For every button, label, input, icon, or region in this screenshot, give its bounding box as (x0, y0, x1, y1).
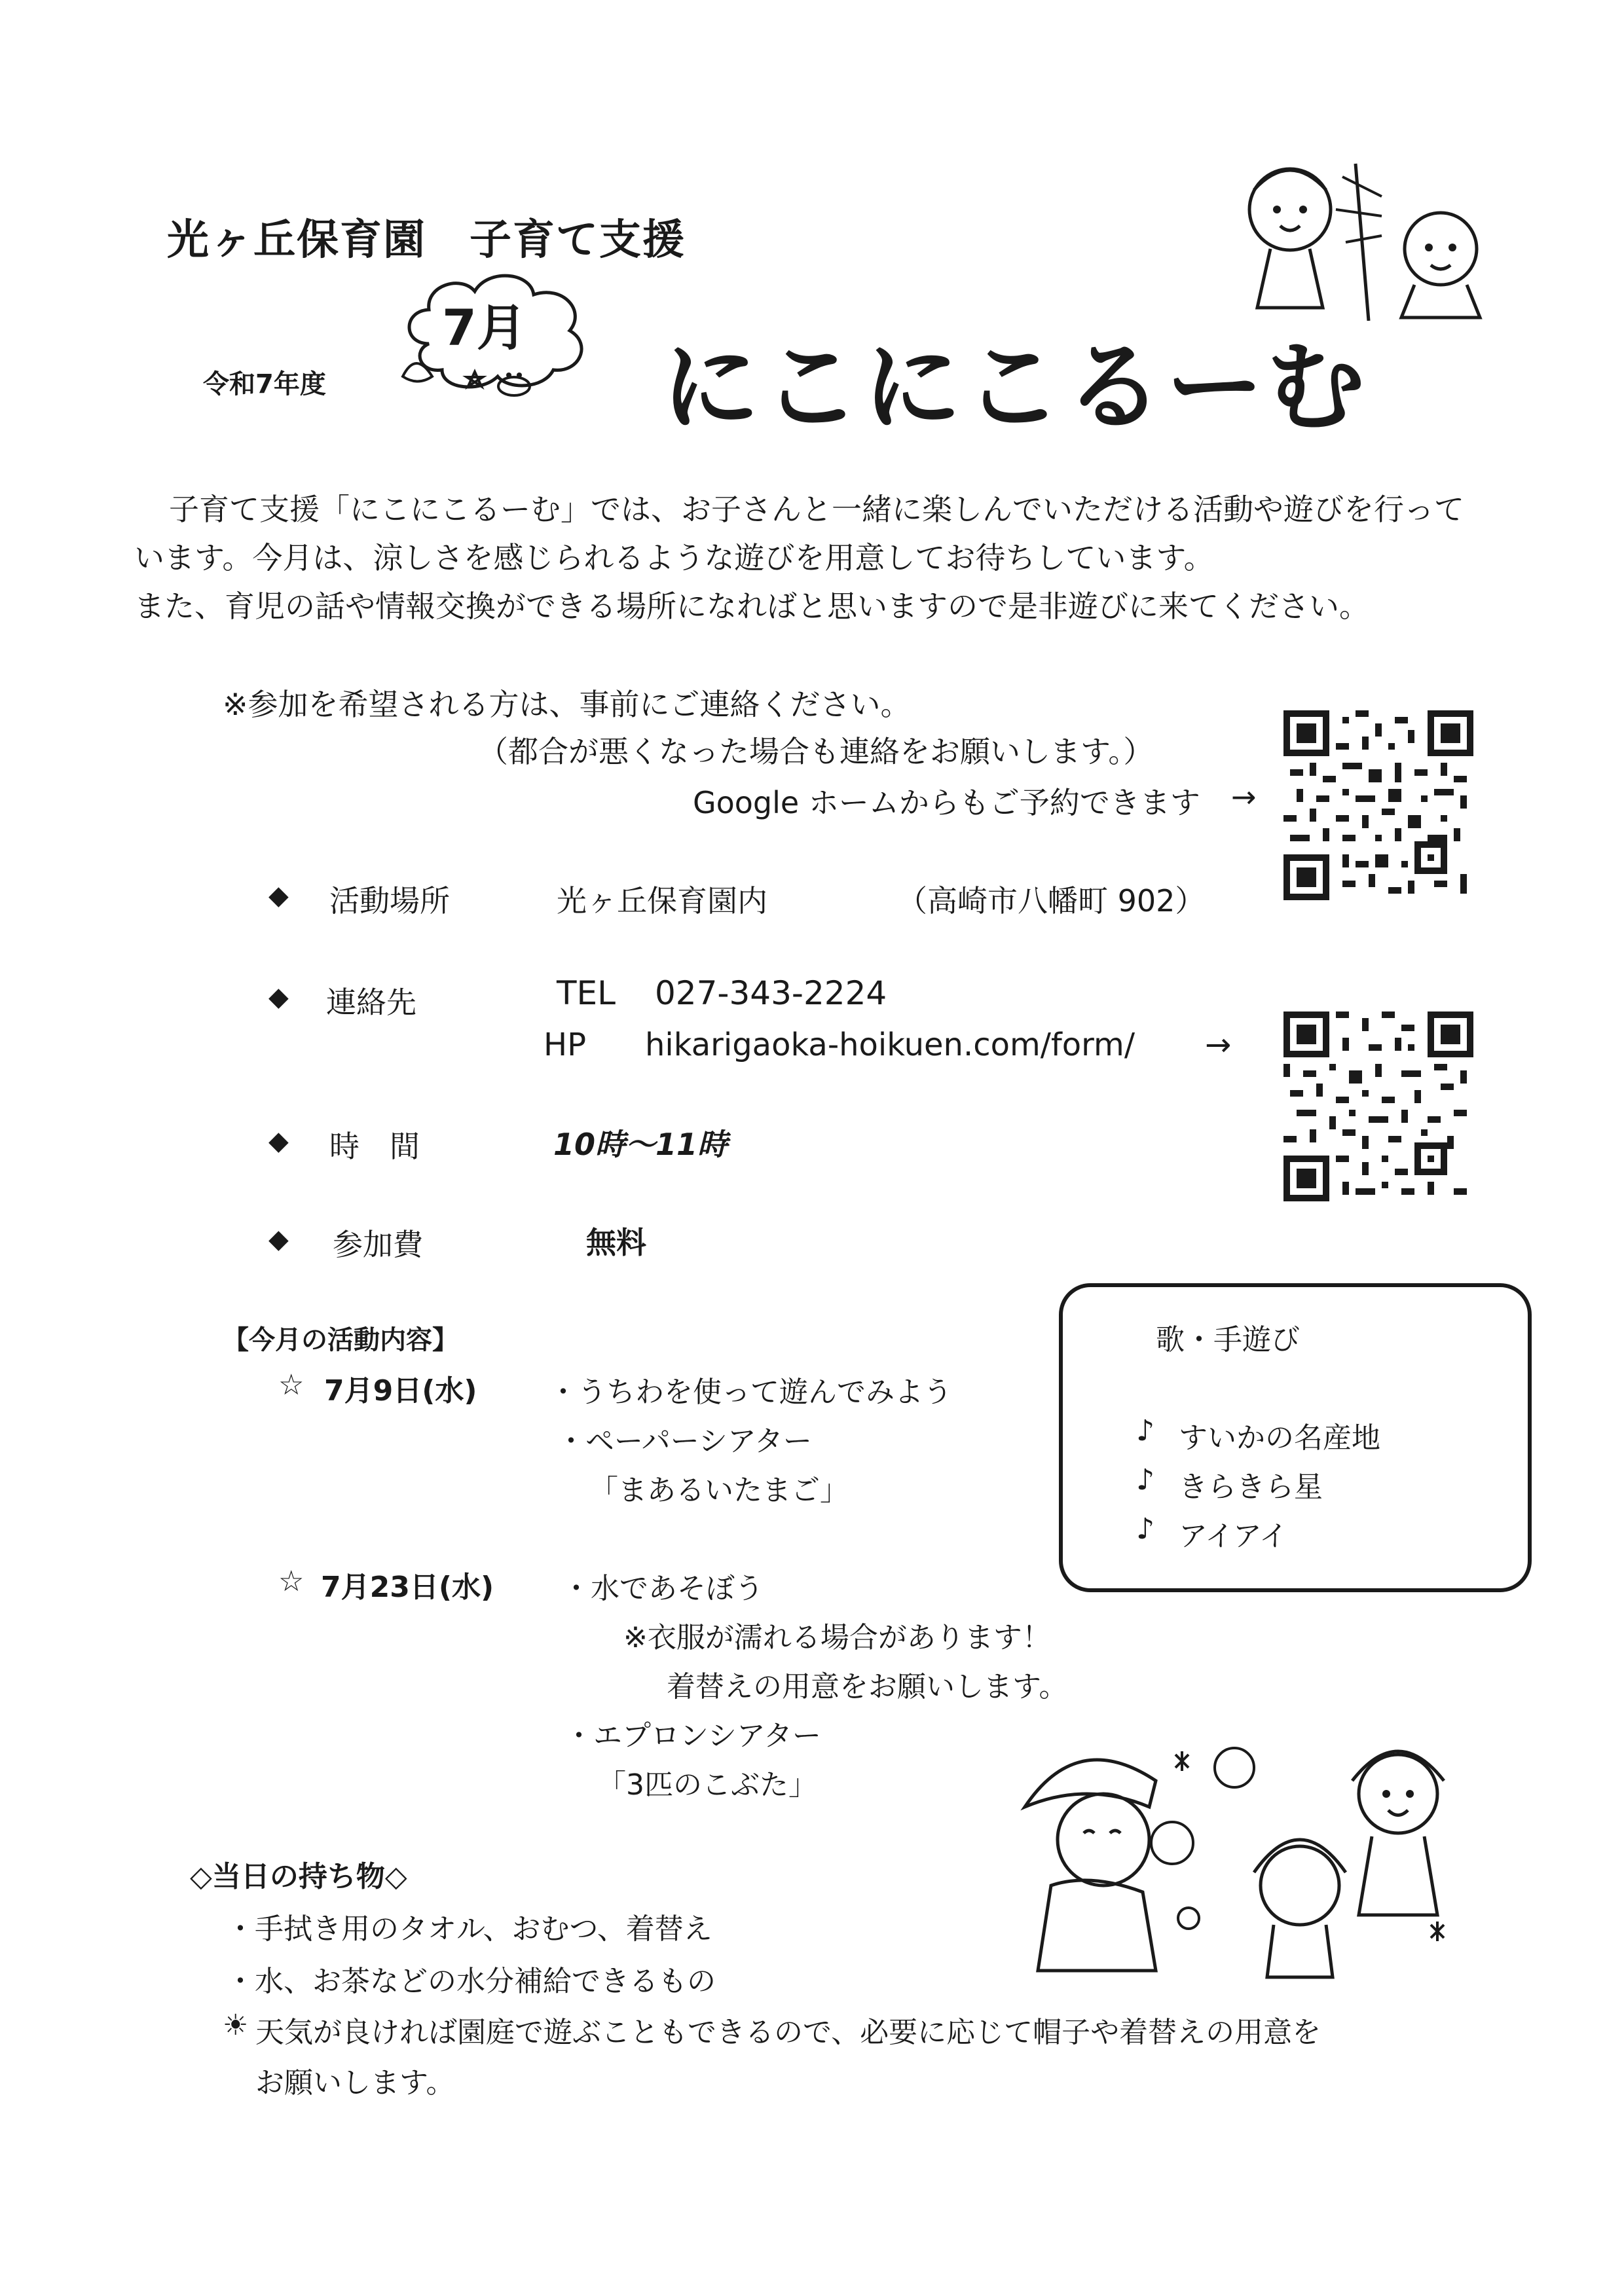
activity-2-note-2: 着替えの用意をお願いします。 (667, 1670, 1068, 1704)
arrow-icon: → (1205, 1027, 1232, 1063)
bring-item-1: ・手拭き用のタオル、おむつ、着替え (226, 1912, 712, 1946)
hp-label: HP (544, 1027, 587, 1063)
place-label: 活動場所 (329, 883, 450, 919)
google-form-text: Google ホームからもご予約できます (693, 785, 1200, 820)
activity-2-note-1: ※衣服が濡れる場合があります！ (623, 1621, 1051, 1654)
intro-line-3: また、育児の話や情報交換ができる場所になればと思いますので是非遊びに来てください。 (134, 589, 1369, 624)
children-bubbles-illustration (1012, 1709, 1470, 1984)
activities-heading: 【今月の活動内容】 (223, 1325, 458, 1355)
song-item: きらきら星 (1179, 1470, 1323, 1504)
diamond-bullet-icon: ◆ (268, 1126, 289, 1156)
tel-value[interactable]: 027-343-2224 (655, 974, 887, 1012)
time-label: 時 間 (329, 1129, 420, 1164)
activity-1-item-3: 「まあるいたまご」 (589, 1474, 849, 1507)
contact-label: 連絡先 (326, 985, 416, 1020)
fee-label: 参加費 (333, 1227, 423, 1262)
star-icon: ☆ (278, 1368, 304, 1402)
diamond-bullet-icon: ◆ (268, 881, 289, 911)
arrow-icon: → (1231, 779, 1257, 814)
place-address: （高崎市八幡町 902） (897, 883, 1206, 919)
hp-link[interactable]: hikarigaoka-hoikuen.com/form/ (645, 1027, 1135, 1063)
song-item: すいかの名産地 (1179, 1421, 1380, 1455)
place-value: 光ヶ丘保育園内 (557, 883, 767, 919)
cancellation-notice: （都合が悪くなった場合も連絡をお願いします。） (478, 734, 1154, 769)
bring-item-2: ・水、お茶などの水分補給できるもの (226, 1965, 716, 1998)
intro-line-2: います。今月は、涼しさを感じられるような遊びを用意してお待ちしています。 (134, 540, 1214, 575)
time-value: 10時～11時 (553, 1127, 728, 1162)
sun-icon: ☀ (223, 2009, 249, 2042)
activity-1-item-2: ・ペーパーシアター (557, 1425, 812, 1458)
activity-2-item-2: ・エプロンシアター (564, 1719, 821, 1753)
diamond-bullet-icon: ◆ (268, 982, 289, 1012)
page-title: にこにこるーむ (661, 331, 1368, 445)
bring-item-3-line-2: お願いします。 (255, 2066, 455, 2100)
homepage-qr-code[interactable] (1283, 1011, 1473, 1201)
intro-line-1: 子育て支援「にこにこるーむ」では、お子さんと一緒に楽しんでいただける活動や遊びを行って (169, 492, 1464, 527)
bring-item-3-line-1: 天気が良ければ園庭で遊ぶこともできるので、必要に応じて帽子や着替えの用意を (255, 2016, 1321, 2049)
songs-heading: 歌・手遊び (1156, 1323, 1300, 1357)
organization-title: 光ヶ丘保育園 子育て支援 (167, 216, 686, 264)
music-note-icon: ♪ (1136, 1463, 1155, 1497)
google-form-qr-code[interactable] (1283, 710, 1473, 900)
bring-heading: ◇当日の持ち物◇ (190, 1860, 407, 1893)
month-label: 7月 (442, 299, 526, 357)
activity-2-item-3: 「3匹のこぶた」 (597, 1768, 817, 1802)
tel-label: TEL (557, 974, 616, 1012)
tanabata-children-illustration (1218, 151, 1506, 321)
diamond-bullet-icon: ◆ (268, 1224, 289, 1254)
music-note-icon: ♪ (1136, 1414, 1155, 1448)
activity-date-1: 7月9日(水) (324, 1374, 477, 1408)
fee-value: 無料 (586, 1225, 646, 1260)
activity-date-2: 7月23日(水) (321, 1571, 494, 1604)
star-icon: ☆ (278, 1565, 304, 1598)
activity-1-item-1: ・うちわを使って遊んでみよう (549, 1376, 952, 1409)
fiscal-year: 令和7年度 (203, 369, 326, 399)
music-note-icon: ♪ (1136, 1512, 1155, 1546)
activity-2-item-1: ・水であそぼう (562, 1572, 764, 1605)
reservation-notice: ※参加を希望される方は、事前にご連絡ください。 (223, 687, 911, 722)
song-item: アイアイ (1179, 1520, 1288, 1553)
